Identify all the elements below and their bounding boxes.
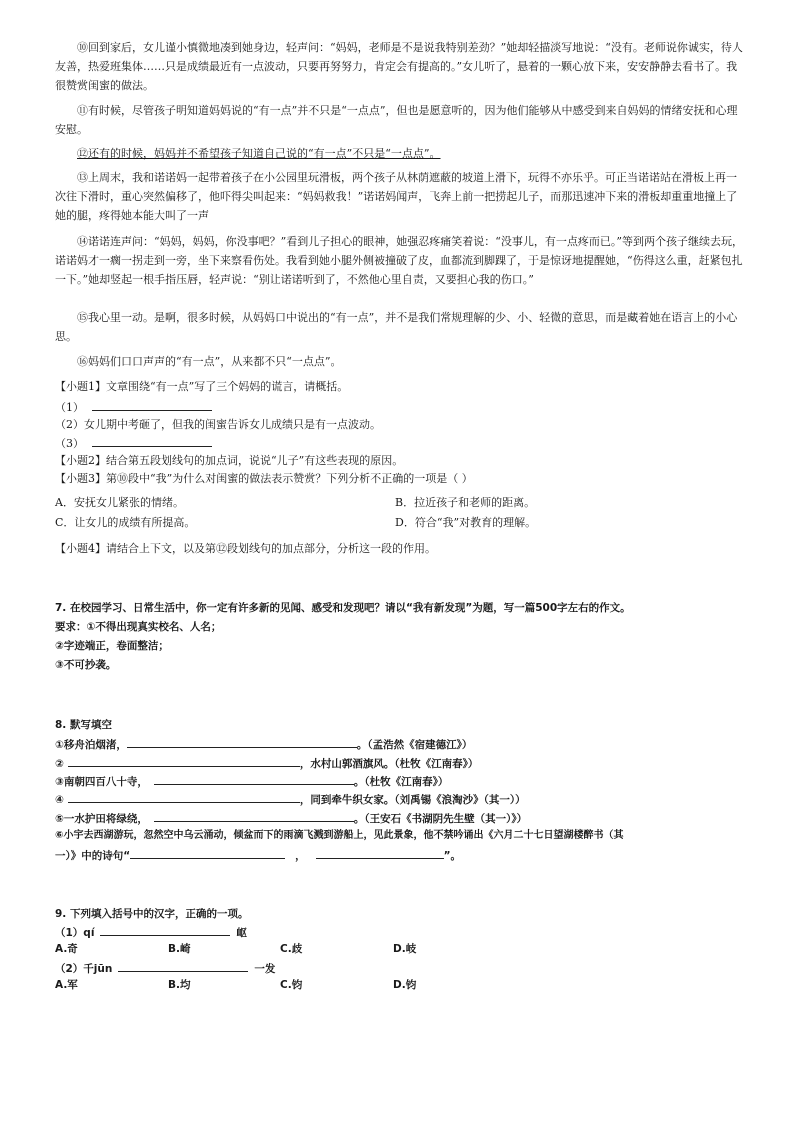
question-8-line-5	[55, 809, 527, 828]
q9-1-option-a[interactable]: A.奇	[55, 943, 78, 955]
item-1-suffix: 岖	[236, 927, 247, 939]
question-9-title: 9. 下列填入括号中的汉字，正确的一项。	[55, 908, 249, 920]
question-3-option-d[interactable]: D．符合“我”对教育的理解。	[395, 516, 537, 529]
answer-blank[interactable]	[316, 846, 444, 859]
answer-blank[interactable]	[118, 959, 248, 972]
line-2-suffix: ，水村山郭酒旗风。（杜牧《江南春》）	[299, 758, 479, 770]
q9-1-option-d[interactable]: D.岐	[393, 943, 417, 955]
question-8-title: 8. 默写填空	[55, 719, 112, 731]
question-1-item-3-label: （3）	[55, 437, 84, 450]
q9-2-option-c[interactable]: C.钧	[280, 979, 303, 991]
q9-2-option-a[interactable]: A.军	[55, 979, 78, 991]
item-2-suffix: 一发	[254, 963, 276, 975]
paragraph-12	[55, 144, 745, 163]
answer-blank[interactable]	[127, 735, 357, 748]
line-1-prefix: ①移舟泊烟渚，	[55, 739, 127, 751]
question-1-item-1-label: （1）	[55, 401, 84, 414]
line-4-suffix: ，同到牵牛织女家。（刘禹锡《浪淘沙》（其一））	[299, 794, 526, 806]
question-9-item-2	[55, 959, 275, 978]
question-7-requirement-3: ③不可抄袭。	[55, 659, 117, 671]
item-1-prompt: （1）qí	[55, 927, 95, 939]
answer-blank[interactable]	[92, 434, 212, 447]
question-7-prompt: 7. 在校园学习、日常生活中，你一定有许多新的见闻、感受和发现吧？请以“我有新发现”为题，写一篇500字左右的作文。	[55, 602, 631, 614]
answer-blank[interactable]	[130, 846, 285, 859]
underlined-sentence-12: ⑫还有的时候，妈妈并不希望孩子知道自己说的“有一点”不只是“一点点”。	[77, 147, 441, 160]
question-3-option-b[interactable]: B．拉近孩子和老师的距离。	[395, 496, 536, 509]
line-3-suffix: 。（杜牧《江南春》）	[353, 776, 449, 788]
line-1-suffix: 。（孟浩然《宿建德江》）	[356, 739, 473, 751]
line-6-suffix: ”。	[443, 850, 462, 862]
q9-1-option-b[interactable]: B.崎	[168, 943, 191, 955]
question-8-line-6-cont	[55, 846, 461, 865]
answer-blank[interactable]	[154, 809, 354, 822]
paragraph-10: ⑩回到家后，女儿谨小慎微地凑到她身边，轻声问：“妈妈，老师是不是说我特别差劲？”她却轻描淡写地说：“没有。老师说你诚实，待人友善，热爱班集体……只是成绩最近有一点波动，只要再努努力，肯定会有提高的。”女儿听了，悬着的一颗心放下来，安安静静去看书了。我很赞赏闺蜜的做法。	[55, 41, 743, 92]
question-7-requirement-2: ②字迹端正，卷面整洁；	[55, 640, 169, 652]
answer-blank[interactable]	[68, 754, 300, 767]
paragraph-15: ⑮我心里一动。是啊，很多时候，从妈妈口中说出的“有一点”，并不是我们常规理解的少、小、轻微的意思，而是藏着她在语言上的小心思。	[55, 311, 738, 343]
line-4-prefix: ④	[55, 794, 64, 806]
question-8-line-3	[55, 772, 448, 791]
paragraph-11: ⑪有时候，尽管孩子明知道妈妈说的“有一点”并不只是“一点点”，但也是愿意听的，因为他们能够从中感受到来自妈妈的情绪安抚和心理安慰。	[55, 104, 738, 136]
paragraph-14: ⑭诺诺连声问：“妈妈，妈妈，你没事吧？”看到儿子担心的眼神，她强忍疼痛笑着说：“没事儿，有一点疼而已。”等到两个孩子继续去玩，诺诺妈才一瘸一拐走到一旁，坐下来察看伤处。我看到她小腿外侧被撞破了皮，血都流到脚踝了，于是惊讶地提醒她，“伤得这么重，赶紧包扎一下。”她却竖起一根手指压唇，轻声说：“别让诺诺听到了，不然他心里自责，又要担心我的伤口。”	[55, 235, 743, 286]
line-5-prefix: ⑤一水护田将绿绕，	[55, 813, 148, 825]
line-3-prefix: ③南朝四百八十寺，	[55, 776, 148, 788]
paragraph-13: ⑬上周末，我和诺诺妈一起带着孩子在小公园里玩滑板，两个孩子从林荫遮蔽的坡道上滑下，玩得不亦乐乎。可正当诺诺站在滑板上再一次往下滑时，重心突然偏移了，他吓得尖叫起来：“妈妈救我！”诺诺妈闻声，飞奔上前一把捞起儿子，而那迅速冲下来的滑板却重重地撞上了她的腿，疼得她本能大叫了一声	[55, 171, 738, 222]
q9-2-option-b[interactable]: B.均	[168, 979, 191, 991]
question-8-line-1	[55, 735, 472, 754]
paragraph-16: ⑯妈妈们口口声声的“有一点”，从来都不只“一点点”。	[77, 355, 342, 368]
question-4: 【小题4】请结合上下文，以及第⑫段划线句的加点部分，分析这一段的作用。	[55, 542, 436, 555]
q9-2-option-d[interactable]: D.钧	[393, 979, 417, 991]
line-6-prefix: 一）》中的诗句“	[55, 850, 131, 862]
question-2: 【小题2】结合第五段划线句的加点词，说说“儿子”有这些表现的原因。	[55, 454, 404, 467]
answer-blank[interactable]	[92, 398, 212, 411]
answer-blank[interactable]	[154, 772, 354, 785]
question-3-option-a[interactable]: A．安抚女儿紧张的情绪。	[55, 496, 184, 509]
question-1-item-1	[55, 398, 212, 416]
answer-blank[interactable]	[68, 790, 300, 803]
question-8-line-2	[55, 754, 478, 773]
line-5-suffix: 。（王安石《书湖阴先生壁（其一）》）	[353, 813, 528, 825]
question-8-line-4	[55, 790, 526, 809]
question-3-option-c[interactable]: C．让女儿的成绩有所提高。	[55, 516, 196, 529]
question-9-item-1	[55, 923, 247, 942]
question-1: 【小题1】文章围绕“有一点”写了三个妈妈的谎言，请概括。	[55, 380, 349, 393]
question-7-requirement-1: 要求：①不得出现真实校名、人名；	[55, 621, 222, 633]
line-6-comma: ，	[295, 850, 306, 862]
question-3: 【小题3】第⑩段中“我”为什么对闺蜜的做法表示赞赏？下列分析不正确的一项是（ ）	[55, 472, 473, 485]
question-1-item-2: （2）女儿期中考砸了，但我的闺蜜告诉女儿成绩只是有一点波动。	[55, 418, 381, 431]
line-2-prefix: ②	[55, 758, 64, 770]
question-8-line-6: ⑥小宇去西湖游玩，忽然空中乌云涌动，倾盆而下的雨滴飞溅到游船上，见此景象，他不禁吟诵出《六月二十七日望湖楼醉书（其	[55, 830, 624, 841]
item-2-prompt: （2）千jūn	[55, 963, 113, 975]
answer-blank[interactable]	[100, 923, 230, 936]
question-1-item-3	[55, 434, 212, 452]
q9-1-option-c[interactable]: C.歧	[280, 943, 303, 955]
